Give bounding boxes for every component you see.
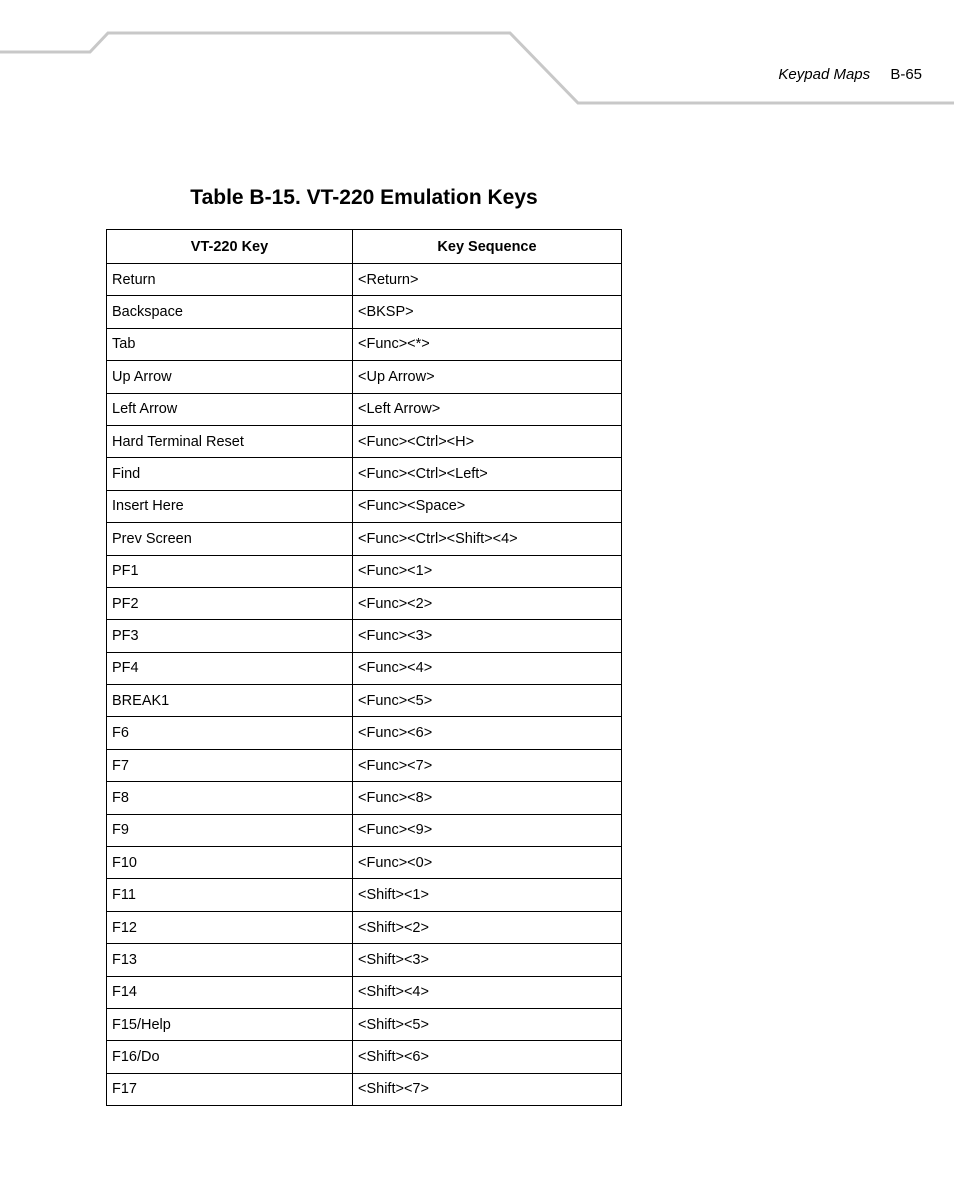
cell-key-sequence: <Func><8> xyxy=(353,782,622,814)
cell-vt220-key: Insert Here xyxy=(107,490,353,522)
table-row xyxy=(107,717,622,749)
cell-key-sequence: <Func><Ctrl><Left> xyxy=(353,458,622,490)
table-row xyxy=(107,425,622,457)
cell-vt220-key: PF3 xyxy=(107,620,353,652)
table-row xyxy=(107,1041,622,1073)
cell-vt220-key: F14 xyxy=(107,976,353,1008)
cell-key-sequence: <Shift><6> xyxy=(353,1041,622,1073)
cell-vt220-key: Tab xyxy=(107,328,353,360)
header-section-title: Keypad Maps xyxy=(778,66,871,83)
table-row xyxy=(107,587,622,619)
table-row xyxy=(107,911,622,943)
cell-key-sequence: <Func><6> xyxy=(353,717,622,749)
table-row xyxy=(107,976,622,1008)
cell-key-sequence: <Shift><2> xyxy=(353,911,622,943)
table-row xyxy=(107,652,622,684)
cell-vt220-key: F9 xyxy=(107,814,353,846)
cell-key-sequence: <Return> xyxy=(353,264,622,296)
cell-vt220-key: BREAK1 xyxy=(107,685,353,717)
table-row xyxy=(107,1008,622,1040)
table-row xyxy=(107,620,622,652)
table-row xyxy=(107,296,622,328)
table-row xyxy=(107,879,622,911)
table-row xyxy=(107,814,622,846)
table-row xyxy=(107,847,622,879)
table-row xyxy=(107,490,622,522)
table-row xyxy=(107,361,622,393)
cell-key-sequence: <Func><3> xyxy=(353,620,622,652)
cell-vt220-key: PF1 xyxy=(107,555,353,587)
cell-key-sequence: <Func><Ctrl><Shift><4> xyxy=(353,523,622,555)
table-row xyxy=(107,523,622,555)
table-row xyxy=(107,555,622,587)
cell-key-sequence: <Func><0> xyxy=(353,847,622,879)
cell-vt220-key: F17 xyxy=(107,1073,353,1105)
cell-key-sequence: <Up Arrow> xyxy=(353,361,622,393)
header-rule-line xyxy=(0,0,954,110)
table-row xyxy=(107,328,622,360)
table-row xyxy=(107,393,622,425)
cell-vt220-key: F16/Do xyxy=(107,1041,353,1073)
table-row xyxy=(107,264,622,296)
cell-vt220-key: F8 xyxy=(107,782,353,814)
cell-key-sequence: <Func><4> xyxy=(353,652,622,684)
cell-vt220-key: Up Arrow xyxy=(107,361,353,393)
cell-key-sequence: <Func><Ctrl><H> xyxy=(353,425,622,457)
cell-key-sequence: <Func><1> xyxy=(353,555,622,587)
cell-vt220-key: F6 xyxy=(107,717,353,749)
cell-vt220-key: F15/Help xyxy=(107,1008,353,1040)
column-header-vt220-key: VT-220 Key xyxy=(107,230,353,264)
cell-key-sequence: <BKSP> xyxy=(353,296,622,328)
cell-vt220-key: F11 xyxy=(107,879,353,911)
table-row xyxy=(107,749,622,781)
cell-key-sequence: <Func><5> xyxy=(353,685,622,717)
cell-key-sequence: <Shift><1> xyxy=(353,879,622,911)
cell-vt220-key: Prev Screen xyxy=(107,523,353,555)
cell-key-sequence: <Func><7> xyxy=(353,749,622,781)
cell-vt220-key: F10 xyxy=(107,847,353,879)
table-header-row xyxy=(107,230,622,264)
cell-key-sequence: <Func><Space> xyxy=(353,490,622,522)
table-row xyxy=(107,1073,622,1105)
cell-key-sequence: <Shift><3> xyxy=(353,944,622,976)
page-number: B-65 xyxy=(890,66,922,83)
cell-key-sequence: <Shift><7> xyxy=(353,1073,622,1105)
cell-vt220-key: Return xyxy=(107,264,353,296)
cell-vt220-key: F12 xyxy=(107,911,353,943)
cell-key-sequence: <Shift><4> xyxy=(353,976,622,1008)
cell-key-sequence: <Func><9> xyxy=(353,814,622,846)
table-title: Table B-15. VT-220 Emulation Keys xyxy=(190,186,538,209)
cell-key-sequence: <Func><*> xyxy=(353,328,622,360)
cell-vt220-key: Left Arrow xyxy=(107,393,353,425)
cell-key-sequence: <Func><2> xyxy=(353,587,622,619)
emulation-keys-table xyxy=(106,229,622,1106)
cell-vt220-key: F13 xyxy=(107,944,353,976)
table-row xyxy=(107,782,622,814)
cell-key-sequence: <Left Arrow> xyxy=(353,393,622,425)
cell-vt220-key: PF4 xyxy=(107,652,353,684)
cell-vt220-key: F7 xyxy=(107,749,353,781)
table-row xyxy=(107,685,622,717)
running-header xyxy=(778,66,922,83)
column-header-key-sequence: Key Sequence xyxy=(353,230,622,264)
cell-vt220-key: Backspace xyxy=(107,296,353,328)
cell-vt220-key: Hard Terminal Reset xyxy=(107,425,353,457)
table-row xyxy=(107,458,622,490)
table-row xyxy=(107,944,622,976)
cell-vt220-key: Find xyxy=(107,458,353,490)
cell-key-sequence: <Shift><5> xyxy=(353,1008,622,1040)
cell-vt220-key: PF2 xyxy=(107,587,353,619)
